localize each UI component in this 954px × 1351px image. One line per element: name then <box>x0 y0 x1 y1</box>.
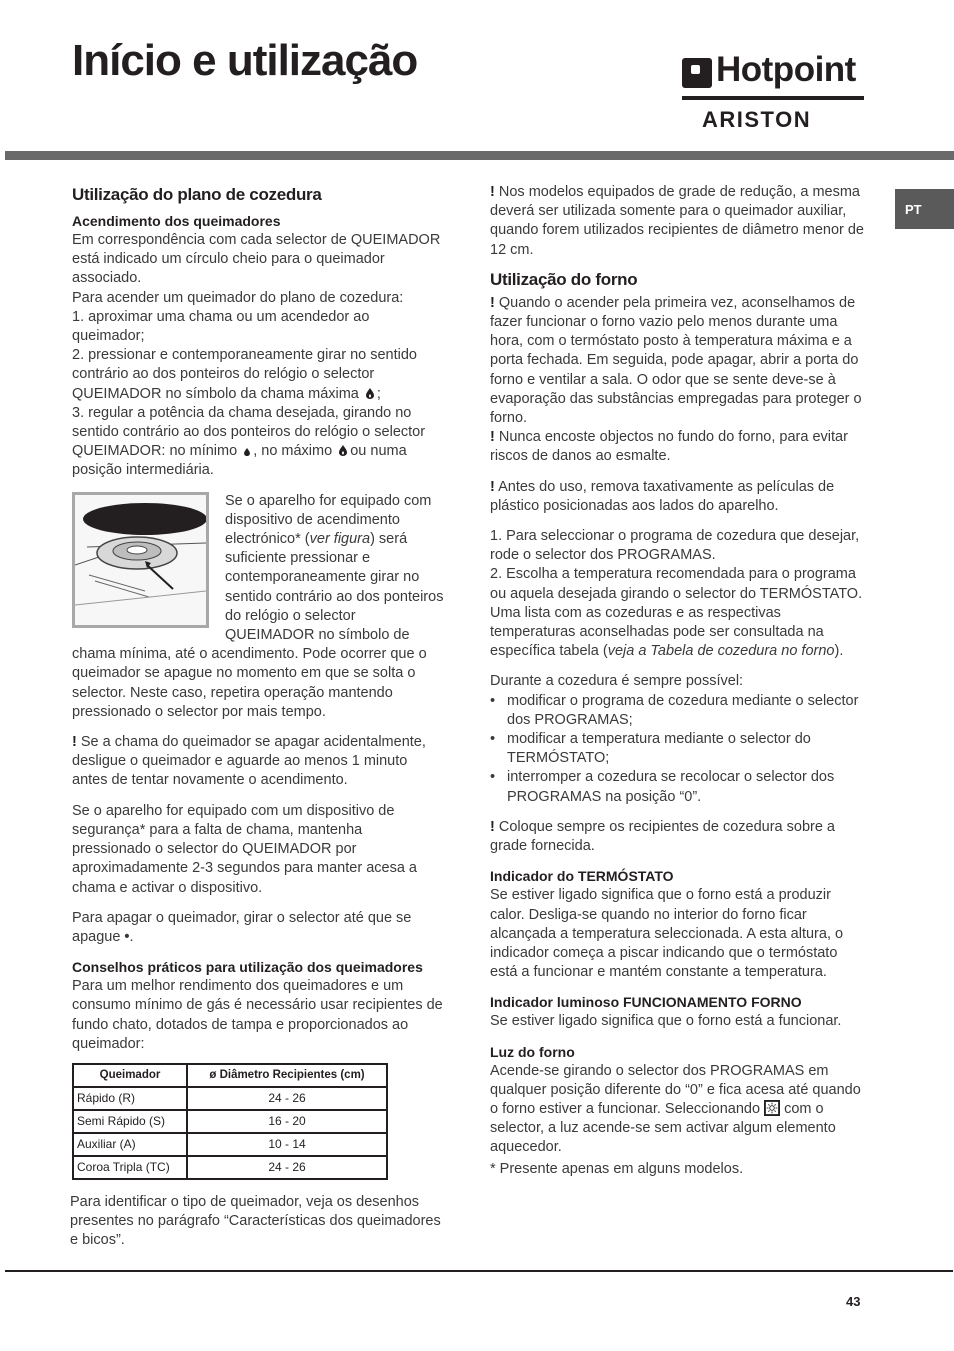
table-row <box>73 1156 387 1179</box>
subheading-oven-light: Luz do forno <box>490 1043 575 1060</box>
warning-icon: ! <box>490 184 495 200</box>
subheading-thermostat-indicator: Indicador do TERMÓSTATO <box>490 868 674 885</box>
warning-protective-film: ! Antes do uso, remova taxativamente as películas de plástico posicionadas aos lados do aparelho. <box>490 478 835 514</box>
table-cell: Rápido (R) <box>73 1087 187 1110</box>
figure-block <box>72 492 445 722</box>
logo-brand: Hotpoint <box>716 50 856 89</box>
step-3: 3. regular a potência da chama desejada, girando no sentido contrário ao dos ponteiros do relógio o selector QUEIMADOR: no mínimo , no máximo ou numa posição intermediária. <box>72 404 426 479</box>
step-2: 2. pressionar e contemporaneamente girar no sentido contrário ao dos ponteiros do relógio o selector QUEIMADOR no símbolo da chama máxima ; <box>72 347 417 402</box>
burner-ignition-illustration <box>72 492 209 628</box>
footer-rule <box>5 1270 953 1272</box>
paragraph: Em correspondência com cada selector de QUEIMADOR está indicado um círculo cheio para o queimador associado. <box>72 232 441 287</box>
flame-icon <box>366 388 374 399</box>
paragraph-tips: Para um melhor rendimento dos queimadores e um consumo mínimo de gás é necessário usar recipientes de fundo chato, dotados de tampa e proporcionados ao queimador: <box>72 978 443 1052</box>
electronic-ignition-text: Se o aparelho for equipado com dispositivo de acendimento electrónico* (ver figura) será suficiente pressionar e contemporaneamente girar no sentido contrário ao dos ponteiros do relógio o selector QUEIMADOR no símbolo de chama mínima, até o acendimento. Pode ocorrer que o queimador se apague no momento em que se solta o selector. Neste caso, repetira operação mantendo pressionado o selector por mais tempo. <box>72 492 444 720</box>
table-row <box>73 1133 387 1156</box>
page-number: 43 <box>846 1294 861 1309</box>
paragraph-during-cooking: Durante a cozedura é sempre possível: <box>490 673 744 690</box>
list-item: • modificar a temperatura mediante o selector do TERMÓSTATO; <box>490 730 864 768</box>
bullet-list <box>490 692 864 807</box>
logo-divider <box>682 96 864 100</box>
paragraph-oven-light: Acende-se girando o selector dos PROGRAMAS em qualquer posição diferente do “0” e fica acesa até quando o forno estiver a funcionar. Seleccionando com o selector, a luz acende-se sem activar algum elemento aquecedor. <box>490 1062 861 1156</box>
table-cell: 24 - 26 <box>187 1156 387 1179</box>
paragraph-safety-device: Se o aparelho for equipado com um dispositivo de segurança* para a falta de chama, mantenha pressionado o selector do QUEIMADOR por aproximadamente 2-3 segundos para manter acesa a chama e activar o dispositivo. <box>72 802 417 896</box>
warning-oven-bottom: ! Nunca encoste objectos no fundo do forno, para evitar riscos de danos ao esmalte. <box>490 429 848 465</box>
subheading-running-indicator: Indicador luminoso FUNCIONAMENTO FORNO <box>490 994 802 1011</box>
warning-first-use: ! Quando o acender pela primeira vez, aconselhamos de fazer funcionar o forno vazio pelo menos durante uma hora, com o termóstato posto à temperatura máxima e a porta fechada. Em seguida, pode apagar, abrir a porta do forno e ventilar a sala. O odor que se sente deve-se à evaporação das substâncias empregadas para proteger o forno. <box>490 294 862 427</box>
page-title: Início e utilização <box>72 36 418 85</box>
list-item: • interromper a cozedura se recolocar o selector dos PROGRAMAS na posição “0”. <box>490 768 864 806</box>
warning-use-grid: ! Coloque sempre os recipientes de cozedura sobre a grade fornecida. <box>490 818 835 855</box>
paragraph: Para acender um queimador do plano de cozedura: <box>72 289 404 306</box>
warning-icon: ! <box>490 294 495 311</box>
table-cell: 10 - 14 <box>187 1133 387 1156</box>
logo-subbrand: ARISTON <box>702 107 812 132</box>
header-bar <box>5 151 954 160</box>
table-cell: Auxiliar (A) <box>73 1133 187 1156</box>
subheading-ignition: Acendimento dos queimadores <box>72 213 281 229</box>
table-header: ø Diâmetro Recipientes (cm) <box>187 1064 387 1087</box>
paragraph-turn-off: Para apagar o queimador, girar o selector até que se apague •. <box>72 909 412 945</box>
warning-icon: ! <box>490 818 495 835</box>
warning-icon: ! <box>490 478 495 495</box>
flame-icon <box>339 445 347 456</box>
step-1: 1. aproximar uma chama ou um acendedor ao queimador; <box>72 308 370 345</box>
logo-mark-icon <box>682 58 712 88</box>
table-cell: 24 - 26 <box>187 1087 387 1110</box>
warning-icon: ! <box>72 734 77 751</box>
paragraph-running: Se estiver ligado significa que o forno está a funcionar. <box>490 1013 842 1030</box>
oven-step-2: 2. Escolha a temperatura recomendada para o programa ou aquela desejada girando o selector do TERMÓSTATO. <box>490 566 863 602</box>
section-heading-oven: Utilização do forno <box>490 269 638 289</box>
right-column <box>490 183 864 1179</box>
table-cell: 16 - 20 <box>187 1110 387 1133</box>
footnote: * Presente apenas em alguns modelos. <box>490 1160 744 1177</box>
table-header: Queimador <box>73 1064 187 1087</box>
subheading-tips: Conselhos práticos para utilização dos queimadores <box>72 959 423 976</box>
table-row <box>73 1110 387 1133</box>
warning-flame-out: ! Se a chama do queimador se apagar acidentalmente, desligue o queimador e aguarde ao menos 1 minuto antes de tentar novamente o acendimento. <box>72 734 426 789</box>
paragraph-identify-burner: Para identificar o tipo de queimador, veja os desenhos presentes no parágrafo “Características dos queimadores e bicos”. <box>70 1193 441 1249</box>
warning-icon: ! <box>490 429 495 446</box>
table-row <box>73 1087 387 1110</box>
paragraph-thermostat: Se estiver ligado significa que o forno está a produzir calor. Desliga-se quando no interior do forno ficar alcançada a temperatura seleccionada. A esta altura, o indicador começa a piscar indicando que o termóstato está a funcionar e mantém constante a temperatura. <box>490 887 844 981</box>
oven-light-icon <box>764 1100 780 1116</box>
left-column <box>72 183 445 1251</box>
warning-reduction-grid: ! Nos modelos equipados de grade de redução, a mesma deverá ser utilizada somente para o queimador auxiliar, quando forem utilizados recipientes de diâmetro menor de 12 cm. <box>490 184 864 258</box>
table-cell: Coroa Tripla (TC) <box>73 1156 187 1179</box>
brand-logo <box>682 50 864 132</box>
burner-table <box>72 1063 388 1180</box>
table-cell: Semi Rápido (S) <box>73 1110 187 1133</box>
paragraph-cooking-table: Uma lista com as cozeduras e as respectivas temperaturas aconselhadas pode ser consultada na específica tabela (veja a Tabela de cozedura no forno). <box>490 604 844 660</box>
language-tab: PT <box>895 189 954 229</box>
flame-small-icon <box>244 448 250 456</box>
section-heading-hob: Utilização do plano de cozedura <box>72 185 322 204</box>
off-dot-icon: • <box>124 928 130 945</box>
oven-step-1: 1. Para seleccionar o programa de cozedura que desejar, rode o selector dos PROGRAMAS. <box>490 528 860 564</box>
list-item: • modificar o programa de cozedura mediante o selector dos PROGRAMAS; <box>490 692 864 730</box>
